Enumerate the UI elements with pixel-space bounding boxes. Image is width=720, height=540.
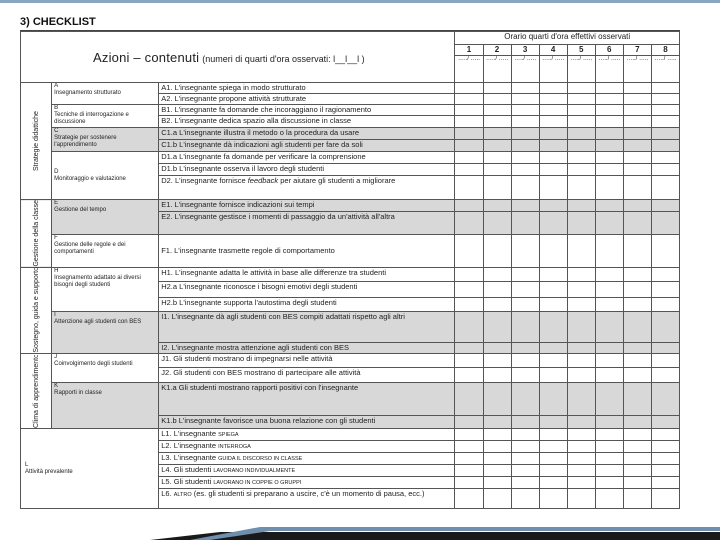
group-d: D Monitoraggio e valutazione — [52, 152, 159, 200]
checklist-sheet — [20, 30, 680, 529]
category-strategie: Strategie didattiche — [21, 83, 52, 200]
observation-cell[interactable] — [483, 465, 511, 477]
observation-cell[interactable] — [651, 94, 679, 105]
observation-cell[interactable] — [539, 211, 567, 235]
observation-cell[interactable] — [483, 235, 511, 267]
item-i2: I2. L'insegnante mostra attenzione agli studenti con BES — [159, 343, 455, 354]
observation-cell[interactable] — [483, 416, 511, 429]
observation-cell[interactable] — [595, 441, 623, 453]
observation-cell[interactable] — [539, 477, 567, 489]
group-e: E Gestione del tempo — [52, 200, 159, 235]
observation-cell[interactable] — [455, 267, 483, 281]
observation-cell[interactable] — [511, 267, 539, 281]
observation-cell[interactable] — [623, 105, 651, 116]
observation-cell[interactable] — [483, 94, 511, 105]
observation-cell[interactable] — [595, 164, 623, 176]
observation-cell[interactable] — [651, 116, 679, 128]
observation-cell[interactable] — [651, 429, 679, 441]
observation-cell[interactable] — [539, 465, 567, 477]
observation-cell[interactable] — [595, 343, 623, 354]
observation-cell[interactable] — [483, 343, 511, 354]
observation-cell[interactable] — [623, 489, 651, 509]
observation-cell[interactable] — [595, 311, 623, 343]
observation-cell[interactable] — [511, 297, 539, 311]
observation-cell[interactable] — [511, 211, 539, 235]
observation-cell[interactable] — [651, 83, 679, 94]
observation-cell[interactable] — [651, 489, 679, 509]
quarter-time-field[interactable]: …../ ….. — [511, 56, 539, 83]
observation-cell[interactable] — [595, 140, 623, 152]
observation-cell[interactable] — [483, 281, 511, 297]
observation-cell[interactable] — [455, 83, 483, 94]
observation-cell[interactable] — [651, 343, 679, 354]
observation-cell[interactable] — [455, 368, 483, 383]
observation-cell[interactable] — [595, 235, 623, 267]
item-b2: B2. L'insegnante dedica spazio alla discussione in classe — [159, 116, 455, 128]
observation-cell[interactable] — [455, 383, 483, 416]
observation-cell[interactable] — [483, 453, 511, 465]
item-e1: E1. L'insegnante fornisce indicazioni sui tempi — [159, 200, 455, 212]
item-f1: F1. L'insegnante trasmette regole di comportamento — [159, 235, 455, 267]
quarter-time-field[interactable]: …../ ….. — [455, 56, 483, 83]
observation-cell[interactable] — [567, 465, 595, 477]
observation-cell[interactable] — [539, 200, 567, 212]
observation-cell[interactable] — [623, 116, 651, 128]
observation-cell[interactable] — [567, 416, 595, 429]
observation-cell[interactable] — [539, 267, 567, 281]
group-a: A Insegnamento strutturato — [52, 83, 159, 105]
observation-cell[interactable] — [567, 116, 595, 128]
observation-cell[interactable] — [623, 128, 651, 140]
observation-cell[interactable] — [455, 441, 483, 453]
quarter-number: 5 — [567, 44, 595, 56]
observation-cell[interactable] — [595, 152, 623, 164]
actions-header — [21, 32, 455, 83]
observation-cell[interactable] — [483, 441, 511, 453]
quarter-number: 3 — [511, 44, 539, 56]
item-k1b: K1.b L'insegnante favorisce una buona relazione con gli studenti — [159, 416, 455, 429]
observation-cell[interactable] — [595, 465, 623, 477]
observation-cell[interactable] — [651, 383, 679, 416]
observation-cell[interactable] — [483, 116, 511, 128]
observation-cell[interactable] — [623, 465, 651, 477]
observation-cell[interactable] — [511, 441, 539, 453]
observation-cell[interactable] — [455, 211, 483, 235]
observation-cell[interactable] — [623, 383, 651, 416]
item-h2a: H2.a L'insegnante riconosce i bisogni emotivi degli studenti — [159, 281, 455, 297]
observation-cell[interactable] — [623, 354, 651, 368]
observation-cell[interactable] — [511, 416, 539, 429]
observation-cell[interactable] — [567, 164, 595, 176]
observation-cell[interactable] — [511, 453, 539, 465]
observation-cell[interactable] — [539, 152, 567, 164]
observation-cell[interactable] — [623, 453, 651, 465]
observation-cell[interactable] — [595, 128, 623, 140]
group-i: I Attenzione agli studenti con BES — [52, 311, 159, 354]
observation-cell[interactable] — [483, 105, 511, 116]
top-accent-line — [0, 0, 720, 3]
observation-cell[interactable] — [567, 211, 595, 235]
observation-cell[interactable] — [651, 281, 679, 297]
item-i1: I1. L'insegnante dà agli studenti con BES compiti adattati rispetto agli altri — [159, 311, 455, 343]
observation-cell[interactable] — [623, 416, 651, 429]
item-l5: L5. Gli studenti LAVORANO IN COPPIE O GRUPPI — [159, 477, 455, 489]
item-h2b: H2.b L'insegnante supporta l'autostima degli studenti — [159, 297, 455, 311]
item-c1b: C1.b L'insegnante dà indicazioni agli studenti per fare da soli — [159, 140, 455, 152]
observation-cell[interactable] — [539, 416, 567, 429]
checklist-table — [20, 31, 680, 509]
observation-cell[interactable] — [623, 164, 651, 176]
quarter-time-field[interactable]: …../ ….. — [567, 56, 595, 83]
observation-cell[interactable] — [511, 235, 539, 267]
observation-cell[interactable] — [567, 94, 595, 105]
observation-cell[interactable] — [651, 297, 679, 311]
actions-note: (numeri di quarti d'ora osservati: l__l__l ) — [202, 53, 365, 64]
item-l1: L1. L'insegnante SPIEGA — [159, 429, 455, 441]
observation-cell[interactable] — [539, 368, 567, 383]
quarter-number: 7 — [623, 44, 651, 56]
observation-cell[interactable] — [651, 164, 679, 176]
category-gestione: Gestione della classe — [21, 200, 52, 268]
quarter-time-field[interactable]: …../ ….. — [539, 56, 567, 83]
item-d1b: D1.b L'insegnante osserva il lavoro degli studenti — [159, 164, 455, 176]
observation-cell[interactable] — [567, 200, 595, 212]
observation-cell[interactable] — [623, 343, 651, 354]
quarter-number: 4 — [539, 44, 567, 56]
observation-cell[interactable] — [455, 152, 483, 164]
observation-cell[interactable] — [651, 477, 679, 489]
observation-cell[interactable] — [595, 267, 623, 281]
observation-cell[interactable] — [455, 94, 483, 105]
observation-cell[interactable] — [595, 429, 623, 441]
category-sostegno: Sostegno, guida e supporto — [21, 267, 52, 354]
bottom-decoration — [150, 524, 720, 540]
observation-cell[interactable] — [567, 441, 595, 453]
observation-cell[interactable] — [595, 281, 623, 297]
observation-cell[interactable] — [567, 176, 595, 200]
observation-cell[interactable] — [567, 453, 595, 465]
observation-cell[interactable] — [595, 211, 623, 235]
item-e2: E2. L'insegnante gestisce i momenti di passaggio da un'attività all'altra — [159, 211, 455, 235]
observation-cell[interactable] — [595, 489, 623, 509]
group-h: H Insegnamento adattato ai diversi bisogni degli studenti — [52, 267, 159, 311]
observation-cell[interactable] — [511, 176, 539, 200]
item-h1: H1. L'insegnante adatta le attività in base alle differenze tra studenti — [159, 267, 455, 281]
observation-cell[interactable] — [595, 200, 623, 212]
observation-cell[interactable] — [511, 465, 539, 477]
observation-cell[interactable] — [483, 354, 511, 368]
observation-cell[interactable] — [483, 176, 511, 200]
observation-cell[interactable] — [455, 105, 483, 116]
observation-cell[interactable] — [483, 311, 511, 343]
observation-cell[interactable] — [595, 453, 623, 465]
observation-cell[interactable] — [455, 489, 483, 509]
page-title: 3) CHECKLIST — [20, 16, 96, 28]
observation-cell[interactable] — [455, 343, 483, 354]
observation-cell[interactable] — [539, 235, 567, 267]
observation-cell[interactable] — [651, 416, 679, 429]
group-k: K Rapporti in classe — [52, 383, 159, 429]
observation-cell[interactable] — [651, 465, 679, 477]
observation-cell[interactable] — [651, 453, 679, 465]
item-d1a: D1.a L'insegnante fa domande per verificare la comprensione — [159, 152, 455, 164]
observation-cell[interactable] — [567, 267, 595, 281]
observation-cell[interactable] — [511, 343, 539, 354]
item-a2: A2. L'insegnante propone attività strutturate — [159, 94, 455, 105]
observation-cell[interactable] — [623, 429, 651, 441]
observation-cell[interactable] — [623, 83, 651, 94]
observation-cell[interactable] — [623, 477, 651, 489]
observation-cell[interactable] — [455, 297, 483, 311]
observation-cell[interactable] — [511, 383, 539, 416]
observation-cell[interactable] — [455, 354, 483, 368]
observation-cell[interactable] — [623, 200, 651, 212]
observation-cell[interactable] — [651, 354, 679, 368]
observation-cell[interactable] — [483, 152, 511, 164]
observation-cell[interactable] — [595, 176, 623, 200]
observation-cell[interactable] — [483, 383, 511, 416]
observation-cell[interactable] — [511, 105, 539, 116]
observation-cell[interactable] — [483, 368, 511, 383]
group-b: B Tecniche di interrogazione e discussione — [52, 105, 159, 128]
observation-cell[interactable] — [539, 441, 567, 453]
observation-cell[interactable] — [623, 311, 651, 343]
observation-cell[interactable] — [539, 83, 567, 94]
quarter-number: 6 — [595, 44, 623, 56]
observation-cell[interactable] — [595, 105, 623, 116]
observation-cell[interactable] — [623, 152, 651, 164]
observation-cell[interactable] — [567, 489, 595, 509]
observation-cell[interactable] — [651, 267, 679, 281]
observation-cell[interactable] — [651, 441, 679, 453]
observation-cell[interactable] — [595, 297, 623, 311]
item-l3: L3. L'insegnante GUIDA IL DISCORSO IN CLASSE — [159, 453, 455, 465]
observation-cell[interactable] — [539, 297, 567, 311]
observation-cell[interactable] — [567, 128, 595, 140]
observation-cell[interactable] — [567, 311, 595, 343]
quarter-number: 1 — [455, 44, 483, 56]
observation-cell[interactable] — [651, 311, 679, 343]
item-d2: D2. L'insegnante fornisce feedback per aiutare gli studenti a migliorare — [159, 176, 455, 200]
observation-cell[interactable] — [567, 152, 595, 164]
observation-cell[interactable] — [595, 416, 623, 429]
observation-cell[interactable] — [539, 429, 567, 441]
observation-cell[interactable] — [483, 429, 511, 441]
observation-cell[interactable] — [539, 383, 567, 416]
observation-cell[interactable] — [511, 83, 539, 94]
item-l6: L6. ALTRO (es. gli studenti si preparano a uscire, c'è un momento di pausa, ecc.) — [159, 489, 455, 509]
observation-cell[interactable] — [539, 281, 567, 297]
quarter-time-field[interactable]: …../ ….. — [595, 56, 623, 83]
observation-cell[interactable] — [651, 176, 679, 200]
observation-cell[interactable] — [511, 477, 539, 489]
observation-cell[interactable] — [455, 200, 483, 212]
observation-cell[interactable] — [511, 429, 539, 441]
observation-cell[interactable] — [483, 211, 511, 235]
observation-cell[interactable] — [455, 465, 483, 477]
observation-cell[interactable] — [483, 164, 511, 176]
observation-cell[interactable] — [595, 477, 623, 489]
item-a1: A1. L'insegnante spiega in modo strutturato — [159, 83, 455, 94]
observation-cell[interactable] — [511, 354, 539, 368]
observation-cell[interactable] — [623, 368, 651, 383]
observation-cell[interactable] — [567, 235, 595, 267]
observation-cell[interactable] — [623, 235, 651, 267]
quarter-number: 2 — [483, 44, 511, 56]
quarter-time-field[interactable]: …../ ….. — [651, 56, 679, 83]
observation-cell[interactable] — [651, 200, 679, 212]
observation-cell[interactable] — [539, 105, 567, 116]
quarter-time-field[interactable]: …../ ….. — [483, 56, 511, 83]
observation-cell[interactable] — [651, 152, 679, 164]
observation-cell[interactable] — [567, 297, 595, 311]
observation-cell[interactable] — [539, 354, 567, 368]
observation-cell[interactable] — [511, 489, 539, 509]
observation-cell[interactable] — [483, 267, 511, 281]
group-l: L Attività prevalente — [21, 429, 159, 509]
observed-header: Orario quarti d'ora effettivi osservati — [455, 32, 680, 45]
observation-cell[interactable] — [623, 176, 651, 200]
observation-cell[interactable] — [567, 105, 595, 116]
category-clima: Clima di apprendimento — [21, 354, 52, 429]
observation-cell[interactable] — [623, 281, 651, 297]
observation-cell[interactable] — [651, 105, 679, 116]
group-c: C Strategie per sostenere l'apprendimento — [52, 128, 159, 152]
observation-cell[interactable] — [455, 128, 483, 140]
actions-title: Azioni – contenuti — [93, 49, 200, 65]
observation-cell[interactable] — [567, 368, 595, 383]
observation-cell[interactable] — [595, 83, 623, 94]
observation-cell[interactable] — [483, 297, 511, 311]
observation-cell[interactable] — [511, 152, 539, 164]
observation-cell[interactable] — [567, 140, 595, 152]
observation-cell[interactable] — [595, 354, 623, 368]
observation-cell[interactable] — [651, 235, 679, 267]
observation-cell[interactable] — [511, 140, 539, 152]
observation-cell[interactable] — [651, 368, 679, 383]
observation-cell[interactable] — [567, 343, 595, 354]
observation-cell[interactable] — [623, 267, 651, 281]
observation-cell[interactable] — [539, 343, 567, 354]
observation-cell[interactable] — [455, 429, 483, 441]
quarter-time-field[interactable]: …../ ….. — [623, 56, 651, 83]
observation-cell[interactable] — [567, 354, 595, 368]
item-b1: B1. L'insegnante fa domande che incoraggiano il ragionamento — [159, 105, 455, 116]
observation-cell[interactable] — [567, 477, 595, 489]
observation-cell[interactable] — [567, 429, 595, 441]
observation-cell[interactable] — [539, 164, 567, 176]
observation-cell[interactable] — [539, 176, 567, 200]
observation-cell[interactable] — [511, 311, 539, 343]
observation-cell[interactable] — [455, 416, 483, 429]
observation-cell[interactable] — [623, 140, 651, 152]
observation-cell[interactable] — [455, 477, 483, 489]
observation-cell[interactable] — [651, 140, 679, 152]
observation-cell[interactable] — [511, 164, 539, 176]
observation-cell[interactable] — [455, 453, 483, 465]
observation-cell[interactable] — [567, 383, 595, 416]
observation-cell[interactable] — [455, 281, 483, 297]
observation-cell[interactable] — [623, 297, 651, 311]
observation-cell[interactable] — [623, 441, 651, 453]
observation-cell[interactable] — [623, 211, 651, 235]
observation-cell[interactable] — [483, 140, 511, 152]
observation-cell[interactable] — [511, 128, 539, 140]
observation-cell[interactable] — [483, 489, 511, 509]
observation-cell[interactable] — [595, 94, 623, 105]
observation-cell[interactable] — [595, 368, 623, 383]
quarter-number: 8 — [651, 44, 679, 56]
group-j: J Coinvolgimento degli studenti — [52, 354, 159, 383]
observation-cell[interactable] — [511, 281, 539, 297]
observation-cell[interactable] — [595, 116, 623, 128]
observation-cell[interactable] — [483, 128, 511, 140]
observation-cell[interactable] — [455, 164, 483, 176]
observation-cell[interactable] — [539, 140, 567, 152]
observation-cell[interactable] — [455, 140, 483, 152]
observation-cell[interactable] — [567, 83, 595, 94]
observation-cell[interactable] — [595, 383, 623, 416]
observation-cell[interactable] — [539, 311, 567, 343]
item-l4: L4. Gli studenti LAVORANO INDIVIDUALMENTE — [159, 465, 455, 477]
observation-cell[interactable] — [539, 128, 567, 140]
observation-cell[interactable] — [455, 176, 483, 200]
observation-cell[interactable] — [483, 83, 511, 94]
observation-cell[interactable] — [511, 94, 539, 105]
observation-cell[interactable] — [483, 477, 511, 489]
observation-cell[interactable] — [539, 489, 567, 509]
item-l2: L2. L'insegnante INTERROGA — [159, 441, 455, 453]
observation-cell[interactable] — [455, 116, 483, 128]
observation-cell[interactable] — [511, 116, 539, 128]
observation-cell[interactable] — [455, 311, 483, 343]
observation-cell[interactable] — [455, 235, 483, 267]
observation-cell[interactable] — [567, 281, 595, 297]
observation-cell[interactable] — [539, 453, 567, 465]
group-f: F Gestione delle regole e dei comportamenti — [52, 235, 159, 267]
observation-cell[interactable] — [539, 94, 567, 105]
item-j1: J1. Gli studenti mostrano di impegnarsi nelle attività — [159, 354, 455, 368]
observation-cell[interactable] — [511, 368, 539, 383]
observation-cell[interactable] — [623, 94, 651, 105]
observation-cell[interactable] — [483, 200, 511, 212]
item-k1a: K1.a Gli studenti mostrano rapporti positivi con l'insegnante — [159, 383, 455, 416]
observation-cell[interactable] — [651, 211, 679, 235]
observation-cell[interactable] — [651, 128, 679, 140]
item-c1a: C1.a L'insegnante illustra il metodo o la procedura da usare — [159, 128, 455, 140]
item-j2: J2. Gli studenti con BES mostrano di partecipare alle attività — [159, 368, 455, 383]
observation-cell[interactable] — [511, 200, 539, 212]
observation-cell[interactable] — [539, 116, 567, 128]
